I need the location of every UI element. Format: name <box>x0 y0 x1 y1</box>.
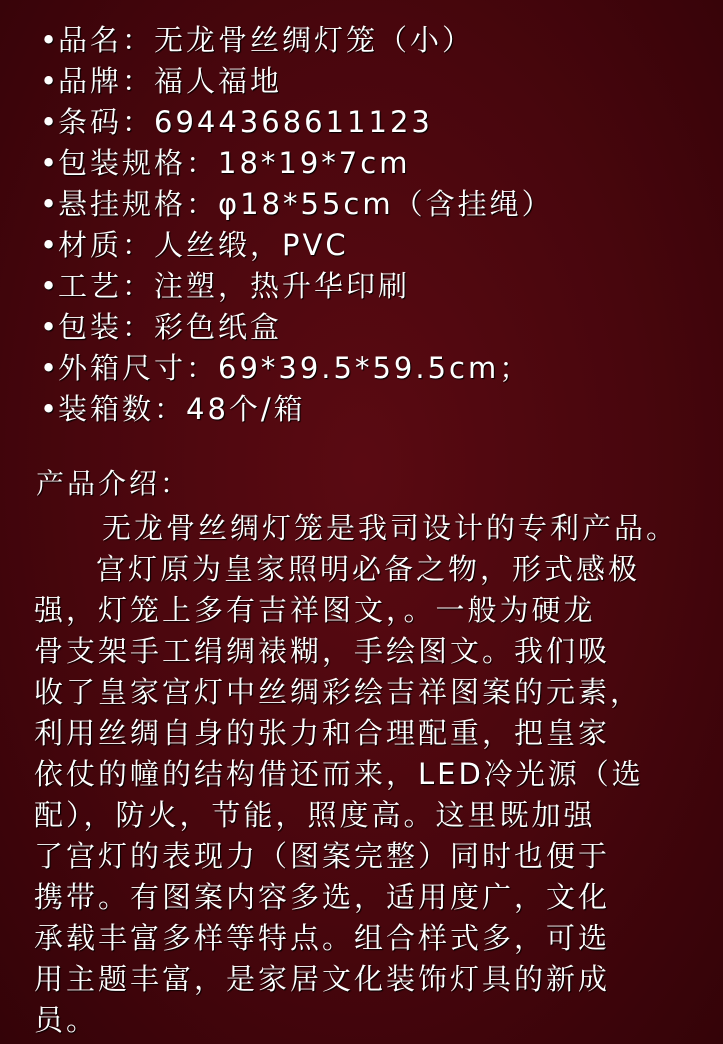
intro-line: 依仗的幢的结构借还而来，LED冷光源（选 <box>34 757 644 791</box>
bullet-icon: • <box>40 64 61 98</box>
spec-item-text: 装箱数：48个/箱 <box>58 392 306 426</box>
bullet-icon: • <box>40 146 61 180</box>
bullet-icon: • <box>40 228 61 262</box>
spec-item-carton-size <box>0 348 723 389</box>
spec-item-text: 条码：6944368611123 <box>58 105 433 139</box>
intro-line: 承载丰富多样等特点。组合样式多，可选 <box>34 921 611 955</box>
intro-line: 宫灯原为皇家照明必备之物，形式感极 <box>96 552 641 586</box>
spec-item-carton-qty <box>0 389 723 430</box>
spec-item-package-size <box>0 143 723 184</box>
spec-list <box>0 20 723 430</box>
bullet-icon: • <box>40 105 61 139</box>
intro-line: 强，灯笼上多有吉祥图文，。一般为硬龙 <box>34 593 596 627</box>
bullet-icon: • <box>40 351 61 385</box>
intro-line: 利用丝绸自身的张力和合理配重，把皇家 <box>34 716 611 750</box>
spec-item-process <box>0 266 723 307</box>
intro-line: 用主题丰富，是家居文化装饰灯具的新成 <box>34 962 611 996</box>
bullet-icon: • <box>40 310 61 344</box>
bullet-icon: • <box>40 23 61 57</box>
spec-item-text: 品牌：福人福地 <box>58 64 283 98</box>
intro-line: 员。 <box>34 1003 99 1037</box>
spec-item-brand <box>0 61 723 102</box>
intro-line: 骨支架手工绢绸裱糊，手绘图文。我们吸 <box>34 634 611 668</box>
intro-line: 配），防火，节能，照度高。这里既加强 <box>34 798 596 832</box>
spec-item-name <box>0 20 723 61</box>
bullet-icon: • <box>40 392 61 426</box>
spec-item-text: 材质：人丝缎，PVC <box>58 228 349 262</box>
spec-item-text: 包装：彩色纸盒 <box>58 310 283 344</box>
spec-item-text: 悬挂规格：φ18*55cm（含挂绳） <box>58 187 554 221</box>
spec-item-text: 工艺：注塑，热升华印刷 <box>58 269 411 303</box>
spec-item-packaging <box>0 307 723 348</box>
spec-item-text: 包装规格：18*19*7cm <box>58 146 411 180</box>
intro-line: 无龙骨丝绸灯笼是我司设计的专利产品。 <box>102 511 679 545</box>
bullet-icon: • <box>40 269 61 303</box>
intro-heading: 产品介绍： <box>36 467 192 500</box>
spec-item-hanging-size <box>0 184 723 225</box>
spec-item-text: 品名：无龙骨丝绸灯笼（小） <box>58 23 475 57</box>
spec-item-text: 外箱尺寸：69*39.5*59.5cm； <box>58 351 532 385</box>
intro-line: 收了皇家宫灯中丝绸彩绘吉祥图案的元素， <box>34 675 643 709</box>
intro-paragraphs <box>34 508 714 1041</box>
spec-item-material <box>0 225 723 266</box>
spec-item-barcode <box>0 102 723 143</box>
intro-line: 携带。有图案内容多选，适用度广，文化 <box>34 880 611 914</box>
bullet-icon: • <box>40 187 61 221</box>
intro-line: 了宫灯的表现力（图案完整）同时也便于 <box>34 839 611 873</box>
